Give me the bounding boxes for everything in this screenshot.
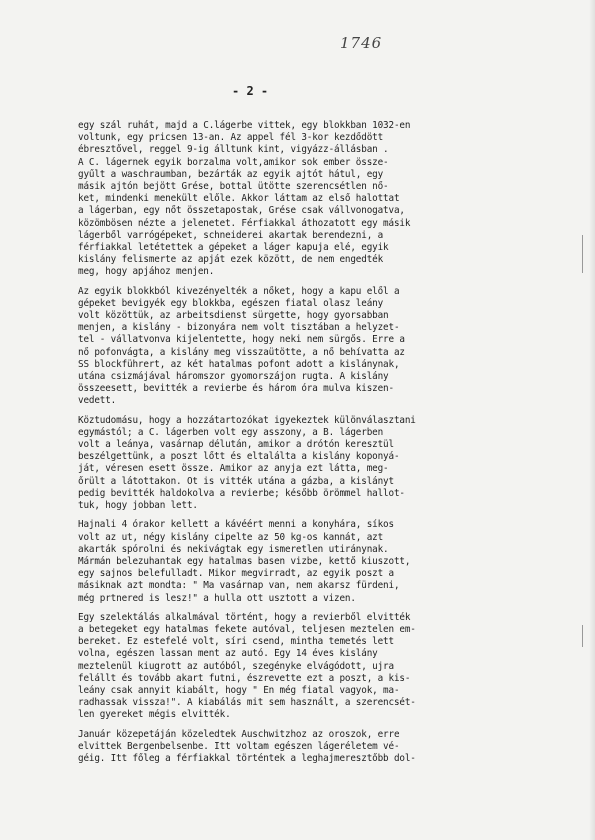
text-line: Mármán belezuhantak egy hatalmas basen vizbe, kettő kiuszott, xyxy=(78,555,411,567)
text-line: Egy szelektálás alkalmával történt, hogy a revierből elvitték xyxy=(78,611,411,623)
testimony-text xyxy=(78,120,574,772)
text-line: Köztudomásu, hogy a hozzátartozókat igyekeztek különválasztani xyxy=(78,414,416,426)
text-line: utána csizmájával háromszor gyomorszájon rugta. A kislány xyxy=(78,371,389,383)
text-line: lágerből varrógépeket, schneiderei akartak berendezni, a xyxy=(78,229,384,241)
text-line: volt az ut, négy kislány cipelte az 50 kg-os kannát, azt xyxy=(78,531,384,543)
page-edge-shadow xyxy=(589,0,595,840)
text-line: A C. lágernek egyik borzalma volt,amikor sok ember össze- xyxy=(78,156,389,168)
text-line: még prtnered is lesz!" a hulla ott usztott a vizen. xyxy=(78,592,356,604)
paragraph xyxy=(78,729,574,766)
text-line: gyűlt a waschraumban, bezárták az egyik ajtót hátul, egy xyxy=(78,168,384,180)
text-line: pedig bevitték haldokolva a revierbe; később örömmel hallot- xyxy=(78,487,405,499)
text-line: a lágerban, egy nőt összetapostak, Grése csak vállvonogatva, xyxy=(78,205,405,217)
text-line: vedett. xyxy=(78,395,117,407)
text-line: ját, véresen esett össze. Amikor az anyja ezt látta, meg- xyxy=(78,463,389,475)
text-line: akarták spórolni és nekivágtak egy ismeretlen utiránynak. xyxy=(78,543,389,555)
text-line: voltunk, egy pricsen 13-an. Az appel fél 3-kor kezdődött xyxy=(78,132,384,144)
text-line: len gyereket mégis elvitték. xyxy=(78,709,231,721)
paragraph xyxy=(78,612,574,722)
text-line: másik ajtón bejött Grése, bottal ütötte szerencsétlen nő- xyxy=(78,181,389,193)
text-line: Hajnali 4 órakor kellett a kávéért menni a konyhára, síkos xyxy=(78,519,394,531)
paragraph xyxy=(78,519,574,604)
text-line: a betegeket egy hatalmas fekete autóval, teljesen meztelen em- xyxy=(78,623,416,635)
text-line: egy szál ruhát, majd a C.lágerbe vittek, egy blokkban 1032-en xyxy=(78,120,411,131)
text-line: egy sajnos belefulladt. Mikor megvirradt, az egyik poszt a xyxy=(78,568,394,580)
text-line: nő pofonvágta, a kislány meg visszaütötte, a nő behívatta az xyxy=(78,346,405,358)
text-line: másiknak azt mondta: " Ma vasárnap van, nem akarsz fürdeni, xyxy=(78,580,400,592)
text-line: egymástól; a C. lágerben volt egy asszony, a B. lágerben xyxy=(78,426,384,438)
text-line: leány csak annyit kiabált, hogy " Én még fiatal vagyok, ma- xyxy=(78,684,400,696)
text-line: volna, egészen lassan ment az autó. Egy 14 éves kislány xyxy=(78,648,378,660)
paragraph xyxy=(78,415,574,513)
page-number: - 2 - xyxy=(232,84,269,98)
text-line: ket, mindenki menekült előle. Akkor láttam az első halottat xyxy=(78,193,400,205)
paragraph xyxy=(78,286,574,408)
text-line: Az egyik blokkból kivezényelték a nőket, hogy a kapu elől a xyxy=(78,285,400,297)
text-line: tuk, hogy jobban lett. xyxy=(78,500,198,512)
text-line: volt közöttük, az arbeitsdienst sürgette, hogy gyorsabban xyxy=(78,310,389,322)
text-line: SS blockführert, az két hatalmas pofont adott a kislánynak, xyxy=(78,358,400,370)
text-line: gépeket bevigyék egy blokkba, egészen fiatal olasz leány xyxy=(78,297,384,309)
text-line: meg, hogy apjához menjen. xyxy=(78,266,215,278)
paragraph xyxy=(78,120,574,279)
text-line: radhassak vissza!". A kiabálás mit sem használt, a szerencsét- xyxy=(78,697,416,709)
text-line: közömbösen nézte a jelenetet. Férfiakkal áthozatott egy másik xyxy=(78,217,411,229)
text-line: bereket. Ez estefelé volt, síri csend, mintha temetés lett xyxy=(78,636,394,648)
text-line: őrült a látottakon. Őt is vitték utána a gázba, a kislányt xyxy=(78,475,394,487)
text-line: elvittek Bergenbelsenbe. Itt voltam egészen lágeréletem vé- xyxy=(78,740,400,752)
text-line: beszélgettünk, a poszt lőtt és eltalálta a kislány koponyá- xyxy=(78,451,400,463)
text-line: menjen, a kislány - bizonyára nem volt tisztában a helyzet- xyxy=(78,322,400,334)
text-line: Január közepetáján közeledtek Auschwitzhoz az oroszok, erre xyxy=(78,728,400,740)
text-line: géig. Itt főleg a férfiakkal történtek a leghajmeresztőbb dol- xyxy=(78,752,416,764)
text-line: ébresztővel, reggel 9-ig álltunk kint, vigyázz-állásban . xyxy=(78,144,389,156)
text-line: tel - vállatvonva kijelentette, hogy neki nem sürgős. Erre a xyxy=(78,334,405,346)
text-line: összeesett, bevitték a revierbe és három óra mulva kiszen- xyxy=(78,383,394,395)
text-line: felállt és tovább akart futni, észrevette ezt a poszt, a kis- xyxy=(78,672,411,684)
text-line: kislány felismerte az apját ezek között, de nem engedték xyxy=(78,254,384,266)
margin-mark xyxy=(582,235,583,273)
text-line: férfiakkal letétettek a gépeket a láger kapuja elé, egyik xyxy=(78,242,389,254)
text-line: volt a leánya, vasárnap délután, amikor a drótón keresztül xyxy=(78,439,394,451)
text-line: meztelenül kiugrott az autóból, szegénykе elvágódott, ujra xyxy=(78,660,394,672)
margin-mark xyxy=(582,625,583,647)
archive-number: 1746 xyxy=(340,34,383,52)
